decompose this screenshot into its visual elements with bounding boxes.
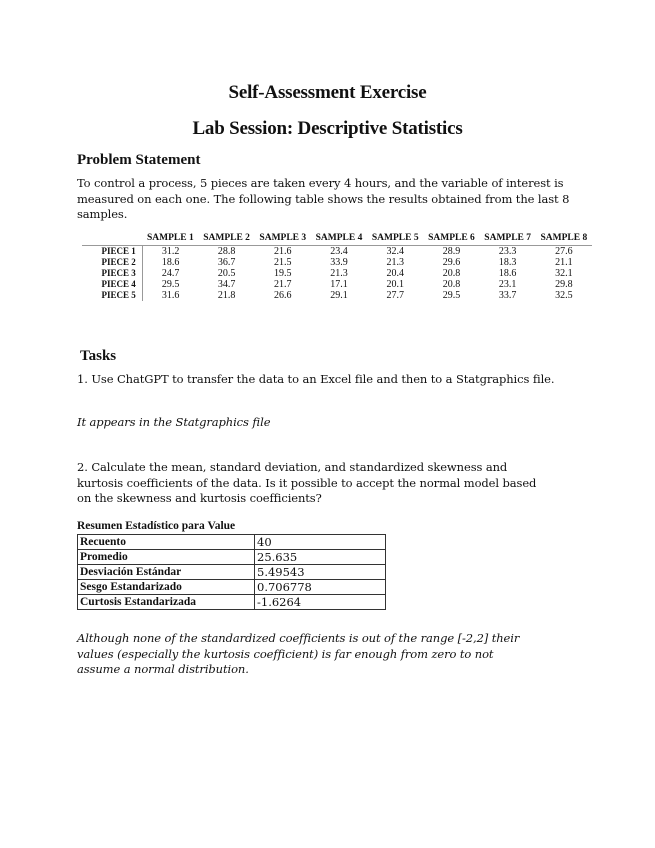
table-cell: 21.6 [274,246,292,257]
table-cell: 32.1 [555,268,573,279]
column-header-label: SAMPLE 2 [203,233,250,243]
table-cell: 31.6 [161,290,180,301]
problem-heading: Problem Statement [77,152,201,168]
summary-row [78,550,386,565]
document-subtitle: Lab Session: Descriptive Statistics [192,118,463,139]
column-header [480,233,536,246]
table-cell: 18.6 [161,257,180,268]
table-cell: 21.3 [330,268,348,279]
summary-value: 5.49543 [255,565,386,580]
table-cell: 33.7 [498,290,517,301]
conclusion-text: Although none of the standardized coefficients is out of the range [-2,2] their values (especially the kurtosis coefficient) is far enough from zero to not assume a normal distribution. [77,631,520,676]
column-header-label: SAMPLE 5 [371,233,419,243]
column-header [423,233,479,246]
tasks-heading: Tasks [80,348,117,364]
table-cell: 32.4 [386,246,404,257]
row-header: PIECE 3 [82,268,142,279]
column-header-label: SAMPLE 7 [484,233,532,243]
column-header [142,233,198,246]
document-title: Self-Assessment Exercise [228,82,427,103]
table-cell: 20.4 [386,268,404,279]
table-cell: 36.7 [217,257,236,268]
summary-value: -1.6264 [255,595,386,610]
table-cell: 20.5 [217,268,236,279]
column-header-label: SAMPLE 1 [146,233,194,243]
table-cell: 21.8 [217,290,236,301]
summary-row [78,535,386,550]
summary-row [78,580,386,595]
task-2-text: 2. Calculate the mean, standard deviation, and standardized skewness and kurtosis coefficients of the data. Is it possible to accept the normal model based on the skewness and kurtosis coefficients? [77,460,537,505]
table-cell: 27.7 [386,290,404,301]
data-table-corner [82,233,142,246]
summary-row [78,565,386,580]
problem-text: To control a process, 5 pieces are taken every 4 hours, and the variable of interest is measured on each one. The following table shows the results obtained from the last 8 samples. [77,176,570,221]
table-cell: 21.1 [555,257,573,268]
column-header [255,233,311,246]
table-cell: 21.3 [386,257,404,268]
table-cell: 27.6 [555,246,573,257]
summary-table-body [78,535,386,610]
table-cell: 18.6 [498,268,517,279]
summary-table [77,534,386,610]
table-cell: 21.7 [274,279,292,290]
table-row [82,279,592,290]
table-cell: 29.5 [161,279,180,290]
table-cell: 29.6 [442,257,461,268]
column-header [536,233,592,246]
table-cell: 23.1 [498,279,517,290]
column-header-label: SAMPLE 4 [315,233,363,243]
column-header [311,233,367,246]
table-cell: 17.1 [330,279,348,290]
summary-table-title: Resumen Estadístico para Value [77,520,236,532]
column-header [367,233,423,246]
table-cell: 33.9 [330,257,348,268]
table-cell: 20.1 [386,279,404,290]
table-row [82,257,592,268]
table-cell: 18.3 [498,257,517,268]
table-cell: 29.8 [555,279,573,290]
column-header-label: SAMPLE 8 [540,233,588,243]
table-cell: 26.6 [274,290,292,301]
table-cell: 23.3 [498,246,517,257]
task-1-text: 1. Use ChatGPT to transfer the data to an Excel file and then to a Statgraphics file. [77,372,555,386]
summary-label: Curtosis Estandarizada [78,595,255,610]
row-header: PIECE 4 [82,279,142,290]
row-header: PIECE 1 [82,246,142,258]
table-row [82,268,592,279]
summary-value: 0.706778 [255,580,386,595]
table-cell: 24.7 [161,268,180,279]
data-table-body [82,246,592,302]
table-row [82,246,592,258]
table-cell: 28.8 [217,246,236,257]
row-header: PIECE 2 [82,257,142,268]
row-header: PIECE 5 [82,290,142,301]
column-header [198,233,254,246]
summary-value: 25.635 [255,550,386,565]
table-cell: 29.1 [330,290,348,301]
table-cell: 29.5 [442,290,461,301]
summary-label: Desviación Estándar [78,565,255,580]
column-header-label: SAMPLE 3 [259,233,307,243]
column-header-label: SAMPLE 6 [428,233,475,243]
summary-label: Recuento [78,535,255,550]
table-cell: 23.4 [330,246,348,257]
table-cell: 20.8 [442,268,461,279]
table-cell: 31.2 [161,246,180,257]
table-cell: 32.5 [555,290,573,301]
table-cell: 19.5 [274,268,292,279]
summary-value: 40 [255,535,386,550]
table-cell: 34.7 [217,279,236,290]
data-table-header-row [82,233,592,246]
task-1-answer: It appears in the Statgraphics file [77,415,271,429]
table-cell: 20.8 [442,279,461,290]
table-cell: 21.5 [274,257,292,268]
summary-row [78,595,386,610]
data-table [82,233,592,301]
summary-label: Promedio [78,550,255,565]
table-cell: 28.9 [442,246,461,257]
table-row [82,290,592,301]
summary-label: Sesgo Estandarizado [78,580,255,595]
